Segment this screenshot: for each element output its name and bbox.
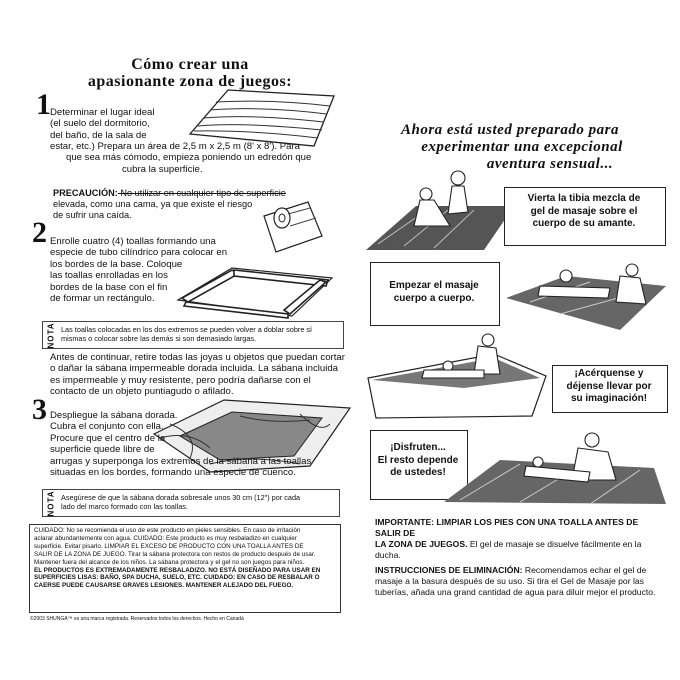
right-title-line3: aventura sensual... bbox=[486, 156, 614, 172]
right-title-line2: experimentar una excepcional bbox=[421, 139, 623, 155]
panel4-caption: ¡Disfruten... El resto depende de ustedes! bbox=[377, 442, 459, 478]
panel3-caption: ¡Acérquense y déjense llevar por su imaginación! bbox=[566, 368, 652, 404]
step2-text: Enrolle cuatro (4) toallas formando una especie de tubo cilíndrico para colocar en los bordes de la base. Coloque las toallas enrolladas en los bordes de la base con el fin de formar un rectángulo. bbox=[50, 236, 228, 305]
step1-text: Determinar el lugar ideal (el suelo del dormitorio, del baño, de la sala de bbox=[50, 107, 155, 141]
nota-text-2: Asegúrese de que la sábana dorada sobresale unos 30 cm (12") por cada lado del marco formado con las toallas. bbox=[61, 493, 301, 512]
step3-number: 3 bbox=[32, 393, 47, 426]
panel3-illustration bbox=[364, 330, 548, 420]
disposal-label: INSTRUCCIONES DE ELIMINACIÓN: bbox=[375, 565, 523, 575]
left-title bbox=[40, 56, 340, 90]
nota-label-2: NOTA bbox=[46, 489, 56, 517]
left-title-line1: Cómo crear una bbox=[131, 56, 249, 73]
panel2-caption: Empezar el masaje cuerpo a cuerpo. bbox=[389, 280, 479, 304]
jewelry-warning: Antes de continuar, retire todas las joyas u objetos que puedan cortar o dañar la sábana impermeable dorada incluida. La sábana incluida es impermeable y muy resistente, pero podría dañarse con el contacto de un objeto puntiagudo o afilado. bbox=[50, 352, 345, 398]
copyright-footer: ©2003 SHUNGA™ es una marca registrada. Reservados todos los derechos. Hecho en Canadá bbox=[30, 616, 244, 622]
warning-box: CUIDADO: No se recomienda el uso de este producto en pieles sensibles. En caso de irritación aclarar abundantemente con agua. CUIDADO: Este producto es muy resbaladizo en cualquier superficie. Evitar pisarlo. LIMPIAR EL EXCESO DE PRODUCTO CON UNA TOALLA ANTES DE SALIR DE LA ZONA DE JUEGO. Tirar la sábana protectora con restos de producto después de usar. Mantener fuera del alcance de los niños. La sábana protectora y el gel no son juegos para niños. EL PRODUCTOS ES EXTREMADAMENTE RESBALADIZO. NO ESTÁ DISEÑADO PARA USAR EN SUPERFICIES LISAS: BAÑO, SPA DUCHA, SUELO, ETC. CUIDADO: EN CASO DE RESBALAR O CAERSE PUEDE CAUSARSE GRAVES LESIONES. MANTENER ALEJADO DEL FUEGO. bbox=[29, 524, 341, 613]
panel2-illustration bbox=[500, 258, 668, 334]
step1-number: 1 bbox=[36, 88, 51, 121]
panel1-caption: Vierta la tibia mezcla de gel de masaje sobre el cuerpo de su amante. bbox=[527, 193, 641, 229]
panel1-illustration bbox=[364, 166, 514, 254]
panel4-illustration bbox=[440, 424, 668, 508]
nota-label-1: NOTA bbox=[46, 321, 56, 349]
caution-note: PRECAUCIÓN: No utilizar en cualquier tipo de superficie elevada, como una cama, ya que existe el riesgo de sufrir una caída. bbox=[53, 188, 286, 220]
left-title-line2: apasionante zona de juegos: bbox=[87, 73, 293, 90]
step3-text: Despliegue la sábana dorada. Cubra el conjunto con ella. Procure que el centro de la superficie quede libre de arrugas y superponga los extremos de la sábana a las toallas situadas en los bordes, formando una especie de cuenco. bbox=[50, 410, 312, 479]
step1-text-cont: estar, etc.) Prepara un área de 2,5 m x 2,5 m (8' x 8'). Para que sea más cómodo, empieza poniendo un edredón que cubra la superficie. bbox=[50, 141, 312, 175]
step2-number: 2 bbox=[32, 216, 47, 249]
nota-text-1: Las toallas colocadas en los dos extremos se pueden volver a doblar sobre sí mismas o colocar sobre las demás si son demasiado largas. bbox=[61, 325, 313, 344]
caution-label: PRECAUCIÓN: bbox=[53, 188, 118, 198]
right-title-line1: Ahora está usted preparado para bbox=[400, 122, 620, 138]
important-notice: IMPORTANTE: LIMPIAR LOS PIES CON UNA TOALLA ANTES DE SALIR DE LA ZONA DE JUEGOS. El gel de masaje se disuelve fácilmente en la ducha. INSTRUCCIONES DE ELIMINACIÓN: Recomendamos echar el gel de masaje a la basura después de su uso. Si tira el Gel de Masaje por las tuberías, añada una grand cantidad de agua para diluir mejor el producto. bbox=[375, 517, 656, 597]
nota-box-2 bbox=[42, 489, 340, 517]
nota-box-1 bbox=[42, 321, 344, 349]
